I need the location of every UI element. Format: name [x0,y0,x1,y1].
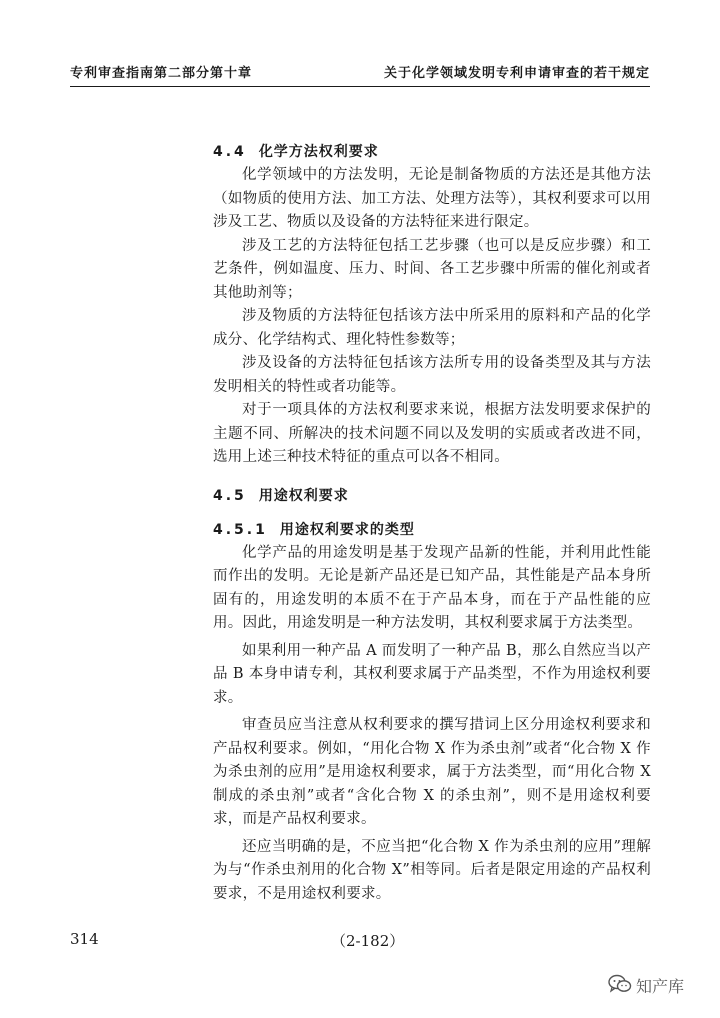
section-title: 化学方法权利要求 [258,144,379,160]
section-number: 4.5.1 [213,521,268,538]
section-number: 4.4 [213,144,247,160]
header-chapter-title: 专利审查指南第二部分第十章 [70,66,253,81]
section-number: 4.5 [213,487,247,504]
paragraph: 涉及工艺的方法特征包括工艺步骤（也可以是反应步骤）和工艺条件，例如温度、压力、时间、各工艺步骤中所需的催化剂或者其他助剂等； [213,237,651,301]
section-heading-4-4 [213,140,651,164]
paragraph: 对于一项具体的方法权利要求来说，根据方法发明要求保护的主题不同、所解决的技术问题不同以及发明的实质或者改进不同，选用上述三种技术特征的重点可以各不相同。 [213,402,651,465]
watermark-text: 知产库 [636,977,685,996]
paragraph: 审查员应当注意从权利要求的撰写措词上区分用途权利要求和产品权利要求。例如，“用化合物 X 作为杀虫剂”或者“化合物 X 作为杀虫剂的应用”是用途权利要求，属于方法类型，而“用化合物 X 制成的杀虫剂”或者“含化合物 X 的杀虫剂”，则不是用途权利要求，而是产品权利要求。 [213,717,651,827]
paragraph: 涉及物质的方法特征包括该方法中所采用的原料和产品的化学成分、化学结构式、理化特性参数等； [213,308,651,348]
body-text [213,140,651,906]
section-title: 用途权利要求 [258,487,349,504]
paragraph: 化学产品的用途发明是基于发现产品新的性能，并利用此性能而作出的发明。无论是新产品还是已知产品，其性能是产品本身所固有的，用途发明的本质不在于产品本身，而在于产品性能的应用。因此，用途发明是一种方法发明，其权利要求属于方法类型。 [213,544,651,631]
wechat-icon [608,974,632,994]
section-title: 用途权利要求的类型 [279,521,415,538]
page-number: 314 [70,930,99,948]
paragraph: 涉及设备的方法特征包括该方法所专用的设备类型及其与方法发明相关的特性或者功能等。 [213,355,651,395]
section-heading-4-5 [213,484,651,508]
running-header [70,62,650,84]
folio-number: （2-182） [331,932,405,950]
header-section-title: 关于化学领域发明专利申请审查的若干规定 [383,66,650,81]
header-rule [70,86,650,87]
section-heading-4-5-1 [213,518,651,542]
paragraph: 还应当明确的是，不应当把“化合物 X 作为杀虫剂的应用”理解为与“作杀虫剂用的化合物 X”相等同。后者是限定用途的产品权利要求，不是用途权利要求。 [213,838,651,902]
paragraph: 如果利用一种产品 A 而发明了一种产品 B，那么自然应当以产品 B 本身申请专利，其权利要求属于产品类型，不作为用途权利要求。 [213,642,651,706]
paragraph: 化学领域中的方法发明，无论是制备物质的方法还是其他方法（如物质的使用方法、加工方法、处理方法等），其权利要求可以用涉及工艺、物质以及设备的方法特征来进行限定。 [213,167,651,230]
